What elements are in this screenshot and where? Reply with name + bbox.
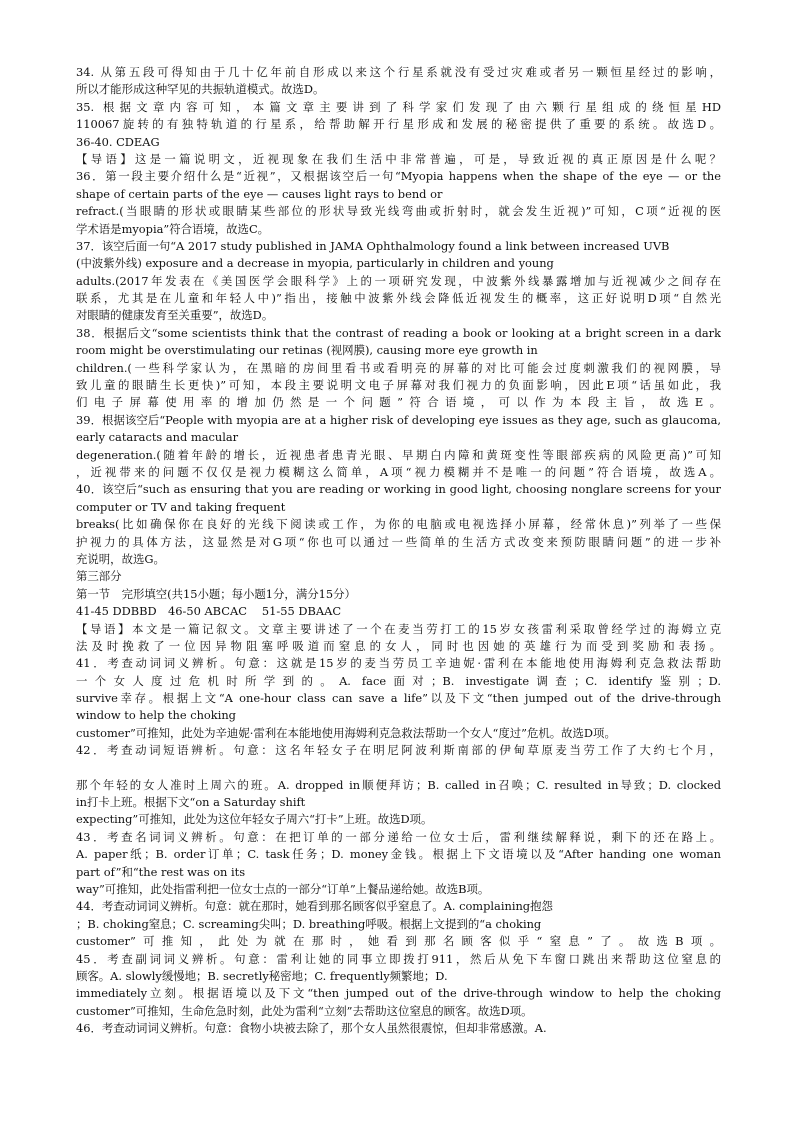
text-line: survive幸存。根据上文“A one-hour class can save a life”以及下文“then jumped out of the drive-through [76,691,721,706]
text-line [76,760,721,777]
text-line: 【导语】本文是一篇记叙文。文章主要讲述了一个在麦当劳打工的15岁女孩雷利采取曾经学过的海姆立克 [76,621,721,636]
text-line: 法及时挽救了一位因异物阻塞呼吸道而窒息的女人，同时也因她的英雄行为而受到奖励和表扬。 [76,638,721,653]
text-line: ，近视带来的问题不仅仅是视力模糊这么简单，A项“视力模糊并不是唯一的问题”符合语境，故选A。 [76,464,721,479]
text-line: 38．根据后文“some scientists think that the contrast of reading a book or looking at a bright screen in a dark [76,325,721,340]
text-line: refract.(当眼睛的形状或眼睛某些部位的形状导致光线弯曲或折射时，就会发生近视)”可知，C项“近视的医 [76,204,721,219]
text-line: 36-40. CDEAG [76,134,160,149]
text-line: 对眼睛的健康发育至关重要”，故选D。 [76,308,274,323]
text-line: window to help the choking [76,708,236,723]
text-line: 43．考查名词词义辨析。句意：在把订单的一部分递给一位女士后，雷利继续解释说，剩下的还在路上。 [76,829,721,844]
text-line: 44．考查动词词义辨析。句意：就在那时，她看到那名顾客似乎窒息了。A. complaining抱怨 [76,899,553,914]
text-line: 40．该空后“such as ensuring that you are reading or working in good light, choosing nonglare screens for your [76,482,721,497]
text-line: expecting”可推知，此处为这位年轻女子周六“打卡”上班。故选D项。 [76,812,433,827]
text-line: 护视力的具体方法，这显然是对G项“你也可以通过一些简单的生活方式改变来预防眼睛问题”的进一步补 [76,534,721,549]
text-line: way”可推知，此处指雷利把一位女士点的一部分“订单”上餐品递给她。故选B项。 [76,881,490,896]
text-line: 110067旋转的有独特轨道的行星系，给帮助解开行星形成和发展的秘密提供了重要的系统。故选D。 [76,117,721,132]
text-line: 37．该空后面一句“A 2017 study published in JAMA Ophthalmology found a link between increased UVB [76,238,670,253]
text-line: part of”和“the rest was on its [76,864,246,879]
text-line: 所以才能形成这种罕见的共振轨道模式。故选D。 [76,82,325,97]
text-line: 一个女人度过危机时所学到的。A. face面对；B. investigate调查；C. identify鉴别；D. [76,673,721,688]
text-line: 第三部分 [76,569,122,584]
text-line: 41-45 DDBBD 46-50 ABCAC 51-55 DBAAC [76,604,342,619]
text-line: customer”可推知，此处为辛迪妮·雷利在本能地使用海姆利克急救法帮助一个女人“度过”危机。故选D项。 [76,725,616,740]
text-line: 35. 根据文章内容可知，本篇文章主要讲到了科学家们发现了由六颗行星组成的绕恒星HD [76,99,721,114]
text-line: 41．考查动词词义辨析。句意：这就是15岁的麦当劳员工辛迪妮·雷利在本能地使用海姆利克急救法帮助 [76,656,721,671]
text-line: computer or TV and taking frequent [76,499,286,514]
text-line: 学术语是myopia”符合语境，故选C。 [76,221,270,236]
text-line: 联系，尤其是在儿童和年轻人中)”指出，接触中波紫外线会降低近视发生的概率，这正好说明D项“自然光 [76,291,721,306]
text-line: 致儿童的眼睛生长更快)”可知，本段主要说明文电子屏幕对我们视力的负面影响，因此E项“话虽如此，我 [76,378,721,393]
text-line: (中波紫外线) exposure and a decrease in myopia, particularly in children and young [76,256,554,271]
text-line: adults.(2017年发表在《美国医学会眼科学》上的一项研究发现，中波紫外线暴露增加与近视减少之间存在 [76,273,721,288]
text-line: 那个年轻的女人准时上周六的班。A. dropped in顺便拜访；B. called in召唤；C. resulted in导致；D. clocked [76,777,721,792]
text-line: immediately立刻。根据语境以及下文“then jumped out of the drive-through window to help the choking [76,986,721,1001]
text-line: 46．考查动词词义辨析。句意：食物小块被去除了，那个女人虽然很震惊，但却非常感激。A. [76,1021,547,1036]
text-line: early cataracts and macular [76,430,239,445]
text-line: room might be overstimulating our retinas (视网膜), causing more eye growth in [76,343,538,358]
text-line: 充说明，故选G。 [76,551,165,566]
text-line: 们电子屏幕使用率的增加仍然是一个问题”符合语境，可以作为本段主旨，故选E。 [76,395,721,410]
text-line: customer”可推知，生命危急时刻，此处为雷利“立刻”去帮助这位窒息的顾客。故选D项。 [76,1003,533,1018]
text-line: 45．考查副词词义辨析。句意：雷利让她的同事立即拨打911，然后从免下车窗口跳出来帮助这位窒息的 [76,951,721,966]
text-line: children.(一些科学家认为，在黑暗的房间里看书或看明亮的屏幕的对比可能会过度刺激我们的视网膜，导 [76,360,721,375]
text-line: A. paper纸；B. order订单；C. task任务；D. money金钱。根据上下文语境以及“After handing one woman [76,847,721,862]
text-line: 顾客。A. slowly缓慢地；B. secretly秘密地；C. frequently频繁地；D. [76,968,448,983]
text-line: 39．根据该空后“People with myopia are at a higher risk of developing eye issues as they age, such as glaucoma, [76,412,721,427]
text-line: 42．考查动词短语辨析。句意：这名年轻女子在明尼阿波利斯南部的伊甸草原麦当劳工作了大约七个月， [76,743,721,758]
document-page [76,64,721,1037]
text-line: 【导语】这是一篇说明文，近视现象在我们生活中非常普遍，可是，导致近视的真正原因是什么呢？ [76,151,721,166]
text-line: ；B. choking窒息；C. screaming尖叫；D. breathing呼吸。根据上文提到的“a choking [76,916,542,931]
text-line: 34. 从第五段可得知由于几十亿年前自形成以来这个行星系就没有受过灾难或者另一颗恒星经过的影响， [76,65,721,79]
text-line: customer”可推知，此处为就在那时，她看到那名顾客似乎“窒息”了。故选B项。 [76,934,721,949]
text-line: 第一节 完形填空(共15小题；每小题1分，满分15分） [76,586,356,601]
text-line: degeneration.(随着年龄的增长，近视患者患青光眼、早期白内障和黄斑变性等眼部疾病的风险更高)”可知 [76,447,721,462]
text-line: shape of certain parts of the eye — causes light rays to bend or [76,186,443,201]
text-line: breaks(比如确保你在良好的光线下阅读或工作，为你的电脑或电视选择小屏幕，经常休息)”列举了一些保 [76,517,721,532]
text-line: in打卡上班。根据下文“on a Saturday shift [76,795,306,810]
text-line: 36．第一段主要介绍什么是“近视”，又根据该空后一句“Myopia happens when the shape of the eye — or the [76,169,721,184]
